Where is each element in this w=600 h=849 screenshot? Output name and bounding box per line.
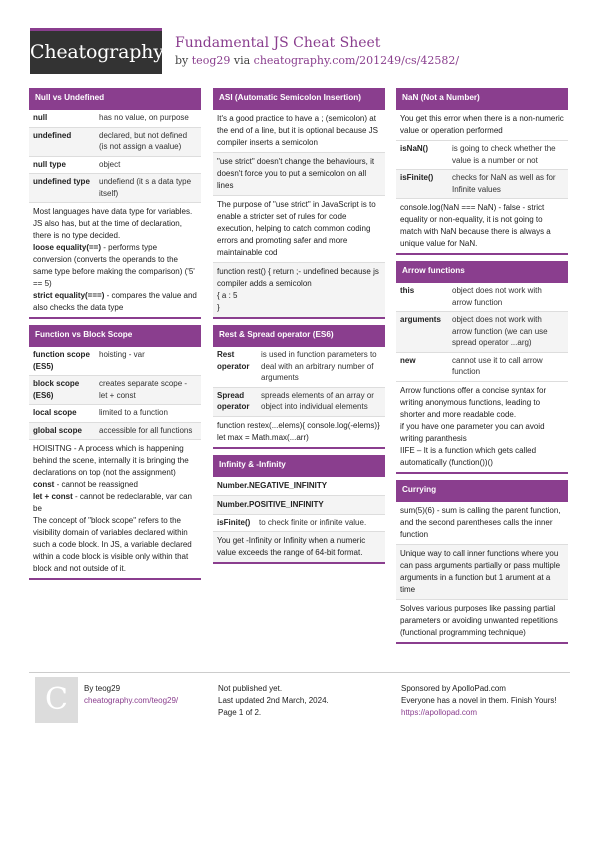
- row-value: object does not work with arrow function: [452, 286, 542, 307]
- row-key: undefined: [29, 127, 95, 156]
- row-value: cannot use it to call arrow function: [452, 355, 543, 376]
- table-row: [29, 376, 201, 405]
- infinity-table: [213, 515, 385, 533]
- table-row: [213, 346, 385, 387]
- table-row: [29, 422, 201, 440]
- note-text: HOISITNG - A process which is happening behind the scene, internally it is bringing the declarations on top (not the assignment): [33, 444, 189, 477]
- null-undefined-table: [29, 108, 201, 203]
- paragraph: [396, 382, 568, 472]
- column-1: [29, 88, 201, 586]
- row-key: Rest operator: [217, 350, 250, 371]
- note-text: IIFE – It is a function which gets called automatically (function())(): [400, 445, 537, 467]
- table-row: [396, 282, 568, 312]
- table-row: [213, 387, 385, 416]
- table-row: [29, 346, 201, 376]
- column-3: [396, 88, 568, 650]
- sheet-url-link[interactable]: cheatography.com/201249/cs/42582/: [253, 54, 460, 67]
- last-updated: Last updated 2nd March, 2024.: [218, 696, 329, 705]
- paragraph: You get -Infinity or Infinity when a numeric value exceeds the range of 64-bit format.: [213, 532, 385, 562]
- section-title: ASI (Automatic Semicolon Insertion): [213, 88, 385, 108]
- row-value: creates separate scope - let + const: [95, 376, 201, 405]
- row-key: this: [400, 286, 415, 295]
- note-text: Arrow functions offer a concise syntax for writing anonymous functions, leading to shorter and more readable code.: [400, 385, 547, 419]
- row-key: undefined type: [29, 174, 95, 203]
- table-row: [29, 127, 201, 156]
- row-key: local scope: [33, 408, 77, 417]
- footer-author: [84, 683, 178, 707]
- footer-publish-info: [218, 683, 329, 719]
- section-nan: [396, 88, 568, 255]
- paragraph: console.log(NaN === NaN) - false - strict equality or non-equality, it is not going to match with NaN because there is always a unique value for NaN.: [396, 199, 568, 253]
- table-row: [396, 312, 568, 353]
- table-row: [29, 156, 201, 174]
- paragraph: Number.NEGATIVE_INFINITY: [213, 477, 385, 496]
- row-key: Spread operator: [213, 387, 257, 416]
- paragraph: You get this error when there is a non-numeric value or operation performed: [396, 108, 568, 141]
- cheatography-logo[interactable]: Cheatography: [30, 31, 162, 74]
- note-text: if you have one parameter you can avoid writing paranthesis: [400, 421, 545, 443]
- table-row: [29, 174, 201, 203]
- byline: [175, 54, 459, 67]
- row-key: isFinite(): [396, 170, 448, 199]
- by-label: by: [175, 54, 189, 67]
- table-row: [396, 141, 568, 170]
- table-row: [29, 405, 201, 423]
- paragraph: sum(5)(6) - sum is calling the parent function, and the second parentheses calls the inner function: [396, 502, 568, 545]
- row-value: checks for NaN as well as for Infinite values: [448, 170, 568, 199]
- row-key: new: [400, 355, 416, 365]
- page-number: Page 1 of 2.: [218, 708, 262, 717]
- row-value: spreads elements of an array or object into individual elements: [257, 387, 385, 416]
- note-bold: const: [33, 480, 55, 489]
- note-bold: let + const: [33, 492, 73, 501]
- section-title: Infinity & -Infinity: [213, 455, 385, 475]
- arrow-table: [396, 281, 568, 382]
- row-key: global scope: [29, 422, 95, 440]
- code-text: function rest() { return ;- undefined because js compiler adds a semicolon: [217, 267, 379, 288]
- row-key: isNaN(): [400, 144, 429, 153]
- paragraph: It's a good practice to have a ; (semicolon) at the end of a line, but it is optional because JS compiler inserts a semicolon: [213, 110, 385, 153]
- row-value: is used in function parameters to deal with an arbitrary number of arguments: [261, 350, 377, 382]
- section-title: Function vs Block Scope: [29, 325, 201, 345]
- footer-by: By teog29: [84, 684, 121, 693]
- table-row: [213, 515, 385, 532]
- sponsor-link[interactable]: https://apollopad.com: [401, 708, 478, 717]
- row-value: declared, but not defined (is not assign a vaalue): [95, 127, 201, 156]
- table-row: [396, 170, 568, 199]
- row-value: hoisting - var: [99, 350, 145, 359]
- note-text: Most languages have data type for variables. JS also has, but at the time of declaration, there is no type decided.: [33, 207, 193, 240]
- note-text: - compares the value and also checks the data type: [33, 291, 197, 312]
- via-label: via: [233, 54, 251, 67]
- paragraph: Solves various purposes like passing partial parameters or avoiding unwanted repetitions (functional programming technique): [396, 600, 568, 642]
- row-key: function scope (ES5): [33, 350, 90, 371]
- section-title: Currying: [396, 480, 568, 500]
- paragraph: [213, 263, 385, 317]
- nan-table: [396, 141, 568, 199]
- section-null-vs-undefined: [29, 88, 201, 319]
- note-paragraph: [29, 440, 201, 578]
- row-value: object: [99, 159, 121, 169]
- infinity-body: [213, 475, 385, 563]
- code-text: }: [217, 303, 220, 312]
- row-key: arguments: [396, 312, 448, 353]
- sponsor-tagline: Everyone has a novel in them. Finish Yours!: [401, 696, 557, 705]
- row-value: is going to check whether the value is a number or not: [452, 144, 556, 165]
- table-row: [396, 352, 568, 381]
- note-text: The concept of "block scope" refers to the visibility domain of variables declared within such a code block. In JS, a variable declared within a code block is visible only within that block and not outside of it.: [33, 516, 192, 573]
- paragraph: [213, 417, 385, 447]
- row-value: undefiend (it s a data type itself): [95, 174, 201, 203]
- paragraph: Unique way to call inner functions where you can pass arguments partially or pass multiple arguments in a function but 1 arument at a time: [396, 545, 568, 600]
- section-title: Arrow functions: [396, 261, 568, 281]
- paragraph: "use strict" doesn't change the behaviours, it doesn't force you to put a semicolon on all lines: [213, 153, 385, 196]
- section-title: NaN (Not a Number): [396, 88, 568, 108]
- rest-spread-table: [213, 345, 385, 417]
- section-function-vs-block-scope: [29, 325, 201, 580]
- section-rest-spread: [213, 325, 385, 449]
- author-avatar[interactable]: C: [35, 677, 78, 723]
- section-title: Rest & Spread operator (ES6): [213, 325, 385, 345]
- column-2: [213, 88, 385, 570]
- scope-table: [29, 345, 201, 440]
- section-title: Null vs Undefined: [29, 88, 201, 108]
- note-bold: loose equality(==): [33, 243, 102, 252]
- paragraph: Number.POSITIVE_INFINITY: [213, 496, 385, 515]
- sponsor-label: Sponsored by ApolloPad.com: [401, 684, 506, 693]
- note-text: - cannot be redeclarable, var can be: [33, 492, 192, 513]
- note-bold: strict equality(===): [33, 291, 105, 300]
- section-asi: [213, 88, 385, 319]
- author-link[interactable]: teog29: [191, 54, 231, 67]
- section-currying: [396, 480, 568, 644]
- section-arrow-functions: [396, 261, 568, 474]
- note-paragraph: [29, 203, 201, 317]
- note-text: - cannot be reassigned: [54, 480, 138, 489]
- published-status: Not published yet.: [218, 684, 283, 693]
- section-infinity: [213, 455, 385, 565]
- row-key: block scope (ES6): [29, 376, 95, 405]
- footer-sponsor: [401, 683, 561, 719]
- row-key: isFinite(): [217, 517, 251, 527]
- asi-body: [213, 108, 385, 317]
- paragraph: The purpose of "use strict" in JavaScript is to enable a stricter set of rules for code execution, helping to catch common coding errors and promoting safer and more maintainable cod: [213, 196, 385, 263]
- table-row: [29, 109, 201, 127]
- author-profile-link[interactable]: cheatography.com/teog29/: [84, 696, 179, 705]
- row-value: has no value, on purpose: [99, 113, 189, 122]
- row-value: to check finite or infinite value.: [259, 517, 367, 527]
- row-key: null: [33, 113, 48, 122]
- row-key: null type: [33, 159, 66, 169]
- row-value: limited to a function: [99, 408, 168, 417]
- note-text: - performs type conversion (converts the operands to the same type before making the comparison) ('5' == 5): [33, 243, 195, 288]
- currying-body: [396, 500, 568, 642]
- sheet-title: Fundamental JS Cheat Sheet: [175, 35, 381, 51]
- code-text: let max = Math.max(...arr): [217, 432, 309, 442]
- row-value: object does not work with arrow function (we can use spread operator ...arg): [448, 312, 568, 353]
- code-text: function restex(...elems){ console.log(-elems)}: [217, 420, 380, 430]
- row-value: accessible for all functions: [95, 422, 201, 440]
- code-text: { a : 5: [217, 291, 238, 300]
